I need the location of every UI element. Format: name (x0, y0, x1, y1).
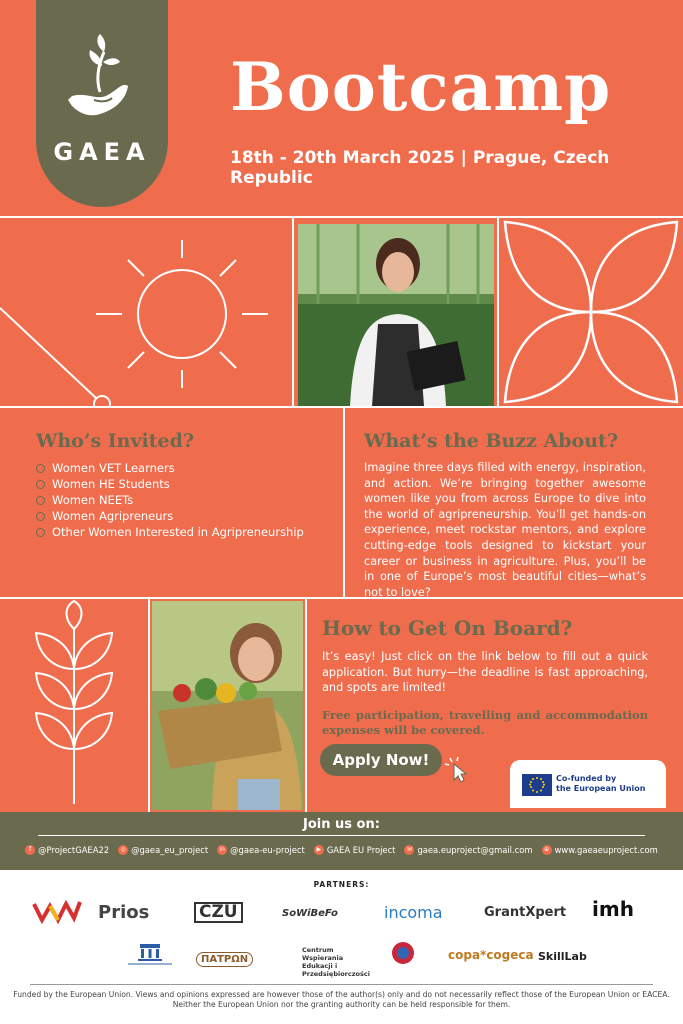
eu-flag-icon (522, 774, 552, 796)
partner-logo-imh: imh (592, 897, 634, 921)
email-icon: ✉ (404, 845, 414, 855)
who-invited-list (34, 460, 334, 540)
linkedin-icon: in (217, 845, 227, 855)
buzz-text: Imagine three days filled with energy, inspiration, and action. We’re bringing together awesome women like you from across Europe to dive into the world of agripreneurship. You’ll get hands-on experience, meet rockstar mentors, and explore cutting-edge tools designed to kickstart your career or business in agriculture. Plus, you’ll be in one of Europe’s most beautiful cities—what’s not to love? (364, 461, 646, 599)
partner-logo-patron: ΠΑΤΡΩΝ (196, 952, 253, 967)
facebook-link[interactable] (25, 845, 109, 855)
email-link[interactable] (404, 845, 532, 855)
youtube-handle: GAEA EU Project (326, 845, 396, 855)
list-item: Women HE Students (34, 476, 334, 492)
apply-now-button[interactable]: Apply Now! (320, 744, 442, 776)
partners-section (0, 870, 683, 1024)
eu-cofunded-badge (510, 760, 666, 808)
divider (343, 406, 345, 599)
instagram-icon: ◎ (118, 845, 128, 855)
website-link[interactable] (542, 845, 658, 855)
cursor-click-icon (444, 756, 470, 782)
partner-logo-incoma: incoma (384, 903, 443, 922)
partner-logo-skilllab: SkillLab (538, 950, 587, 963)
join-us-bar (0, 812, 683, 870)
social-links (0, 845, 683, 855)
partner-logo-circle (390, 940, 416, 966)
instagram-handle: @gaea_eu_project (131, 845, 209, 855)
woman-vegetable-basket-photo (152, 601, 303, 810)
facebook-icon: f (25, 845, 35, 855)
email-address: gaea.euproject@gmail.com (417, 845, 533, 855)
partner-logo-prios: Prios (98, 902, 150, 923)
disclaimer-line-2: Neither the European Union nor the granting authority can be held responsible for them. (172, 1000, 511, 1009)
divider (292, 216, 294, 408)
partner-logo-wm (32, 898, 82, 924)
join-title: Join us on: (303, 817, 380, 832)
youtube-icon: ▶ (314, 845, 324, 855)
sun-illustration (0, 218, 292, 406)
facebook-handle: @ProjectGAEA22 (38, 845, 110, 855)
buzz-heading: What’s the Buzz About? (364, 430, 618, 452)
partner-logo-building (128, 942, 172, 968)
partner-logo-czu: CZU (194, 902, 243, 923)
list-item: Other Women Interested in Agripreneurship (34, 524, 334, 540)
partner-logo-sowibefo: SoWiBeFo (282, 908, 338, 919)
event-date-location: 18th - 20th March 2025 | Prague, Czech Republic (230, 148, 610, 188)
partner-logo-cwep: Centrum Wspierania Edukacji i Przedsiębiorczości (302, 946, 370, 978)
partners-label: PARTNERS: (313, 880, 370, 889)
linkedin-handle: @gaea-eu-project (230, 845, 305, 855)
petal-illustration (499, 218, 683, 406)
website-url: www.gaeaeuproject.com (554, 845, 658, 855)
list-item: Women VET Learners (34, 460, 334, 476)
wheat-illustration (0, 599, 148, 812)
divider (305, 597, 307, 812)
list-item: Women Agripreneurs (34, 508, 334, 524)
eu-line-2: the European Union (556, 784, 646, 793)
logo-text: GAEA (53, 138, 151, 166)
eu-text (556, 774, 646, 794)
partner-logo-copa-cogeca: copa*cogeca (448, 948, 534, 962)
partner-logo-grantxpert: GrantXpert (484, 905, 567, 920)
list-item: Women NEETs (34, 492, 334, 508)
eu-line-1: Co-funded by (556, 774, 617, 783)
disclaimer (0, 990, 683, 1010)
hand-plant-icon (66, 30, 138, 130)
funding-note: Free participation, travelling and accommodation expenses will be covered. (322, 708, 648, 737)
divider (0, 406, 683, 408)
disclaimer-line-1: Funded by the European Union. Views and opinions expressed are however those of the author(s) only and do not necessarily reflect those of the European Union or EACEA. (13, 990, 670, 999)
instagram-link[interactable] (118, 845, 208, 855)
page-title: Bootcamp (230, 48, 612, 126)
woman-greenhouse-photo (298, 224, 494, 406)
globe-icon: ⊕ (542, 845, 552, 855)
youtube-link[interactable] (314, 845, 396, 855)
divider (148, 597, 150, 812)
linkedin-link[interactable] (217, 845, 305, 855)
who-invited-heading: Who’s Invited? (36, 430, 194, 452)
board-text: It’s easy! Just click on the link below to fill out a quick application. But hurry—the deadline is fast approaching, and spots are limited! (322, 650, 648, 695)
gaea-logo (36, 0, 168, 207)
board-heading: How to Get On Board? (322, 616, 573, 640)
